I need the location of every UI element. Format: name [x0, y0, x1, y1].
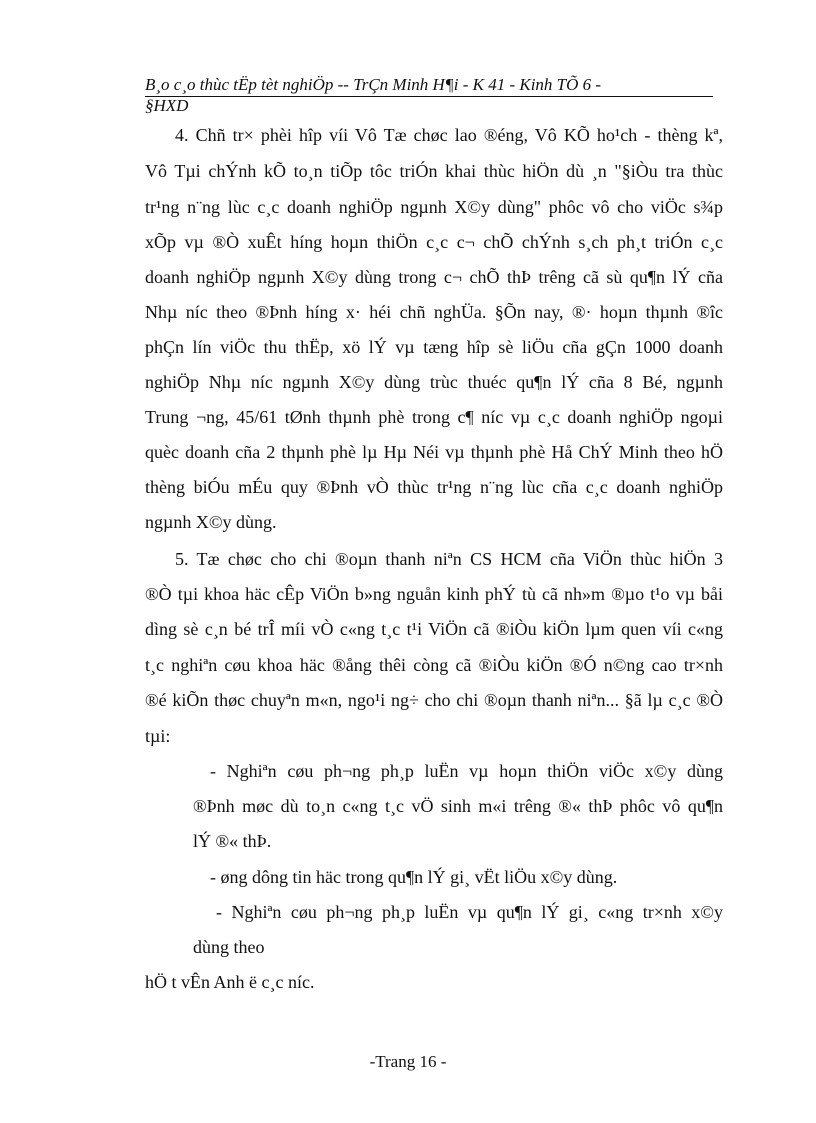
body-line: Vô Tµi chÝnh kÕ to¸n tiÕp tôc triÓn khai thùc hiÖn dù ¸n "§iÒu tra thùc — [145, 161, 723, 181]
header-title: B¸o c¸o thùc tËp tèt nghiÖp -- TrÇn Minh H¶i - K 41 - Kinh TÕ 6 - — [145, 75, 602, 94]
body-line: ®é kiÕn thøc chuyªn m«n, ngo¹i ng÷ cho chi ®oµn thanh niªn... §ã lµ c¸c ®Ò — [145, 690, 723, 710]
page-header — [145, 74, 713, 96]
body-line: Nhµ níc theo ®Þnh híng x· héi chñ nghÜa. §Õn nay, ®· hoµn thµnh ®îc — [145, 302, 723, 322]
body-line: dìng sè c¸n bé trÎ míi vÒ c«ng t¸c t¹i ViÖn cã ®iÒu kiÖn lµm quen víi c«ng — [145, 619, 723, 639]
body-line: tr¹ng n¨ng lùc c¸c doanh nghiÖp ngµnh X©y dùng" phôc vô cho viÖc s¾p — [145, 197, 723, 217]
list-item: lÝ ®« thÞ. — [193, 831, 272, 851]
body-line: hÖ t vÊn Anh ë c¸c níc. — [145, 972, 315, 992]
list-item: - øng dông tin häc trong qu¶n lÝ gi¸ vËt liÖu x©y dùng. — [210, 867, 618, 887]
body-line: ®Ò tµi khoa häc cÊp ViÖn b»ng nguån kinh phÝ tù cã nh»m ®µo t¹o vµ båi — [145, 584, 723, 604]
body-line: doanh nghiÖp ngµnh X©y dùng trong c¬ chÕ thÞ trêng cã sù qu¶n lÝ cña — [145, 267, 723, 287]
body-line: quèc doanh cña 2 thµnh phè lµ Hµ Néi vµ thµnh phè Hå ChÝ Minh theo hÖ — [145, 442, 723, 462]
body-line: 5. Tæ chøc cho chi ®oµn thanh niªn CS HCM cña ViÖn thùc hiÖn 3 — [175, 549, 723, 569]
body-line: xÕp vµ ®Ò xuÊt híng hoµn thiÖn c¸c c¬ chÕ chÝnh s¸ch ph¸t triÓn c¸c — [145, 232, 723, 252]
body-line: t¸c nghiªn cøu khoa häc ®ång thêi còng cã ®iÒu kiÖn ®Ó n©ng cao tr×nh — [145, 655, 723, 675]
list-item: dùng theo — [193, 937, 265, 957]
list-item: ®Þnh møc dù to¸n c«ng t¸c vÖ sinh m«i trêng ®« thÞ phôc vô qu¶n — [193, 796, 723, 816]
body-line: nghiÖp Nhµ níc ngµnh X©y dùng trùc thuéc qu¶n lÝ cña 8 Bé, ngµnh — [145, 372, 723, 392]
header-rule — [145, 96, 713, 97]
body-line: thèng biÓu mÉu quy ®Þnh vÒ thùc tr¹ng n¨ng lùc cña c¸c doanh nghiÖp — [145, 477, 723, 497]
header-dept: §HXD — [145, 96, 189, 115]
page-number: -Trang 16 - — [369, 1052, 447, 1071]
body-line: phÇn lín viÖc thu thËp, xö lÝ vµ tæng hîp sè liÖu cña gÇn 1000 doanh — [145, 337, 723, 357]
list-item: - Nghiªn cøu ph¬ng ph¸p luËn vµ hoµn thiÖn viÖc x©y dùng — [210, 761, 723, 781]
body-line: tµi: — [145, 726, 171, 746]
body-line: 4. Chñ tr× phèi hîp víi Vô Tæ chøc lao ®éng, Vô KÕ ho¹ch - thèng kª, — [175, 125, 723, 145]
list-item: - Nghiªn cøu ph¬ng ph¸p luËn vµ qu¶n lÝ gi¸ c«ng tr×nh x©y — [216, 902, 723, 922]
body-line: Trung ¬ng, 45/61 tØnh thµnh phè trong c¶ níc vµ c¸c doanh nghiÖp ngoµi — [145, 407, 723, 427]
body-line: ngµnh X©y dùng. — [145, 512, 277, 532]
